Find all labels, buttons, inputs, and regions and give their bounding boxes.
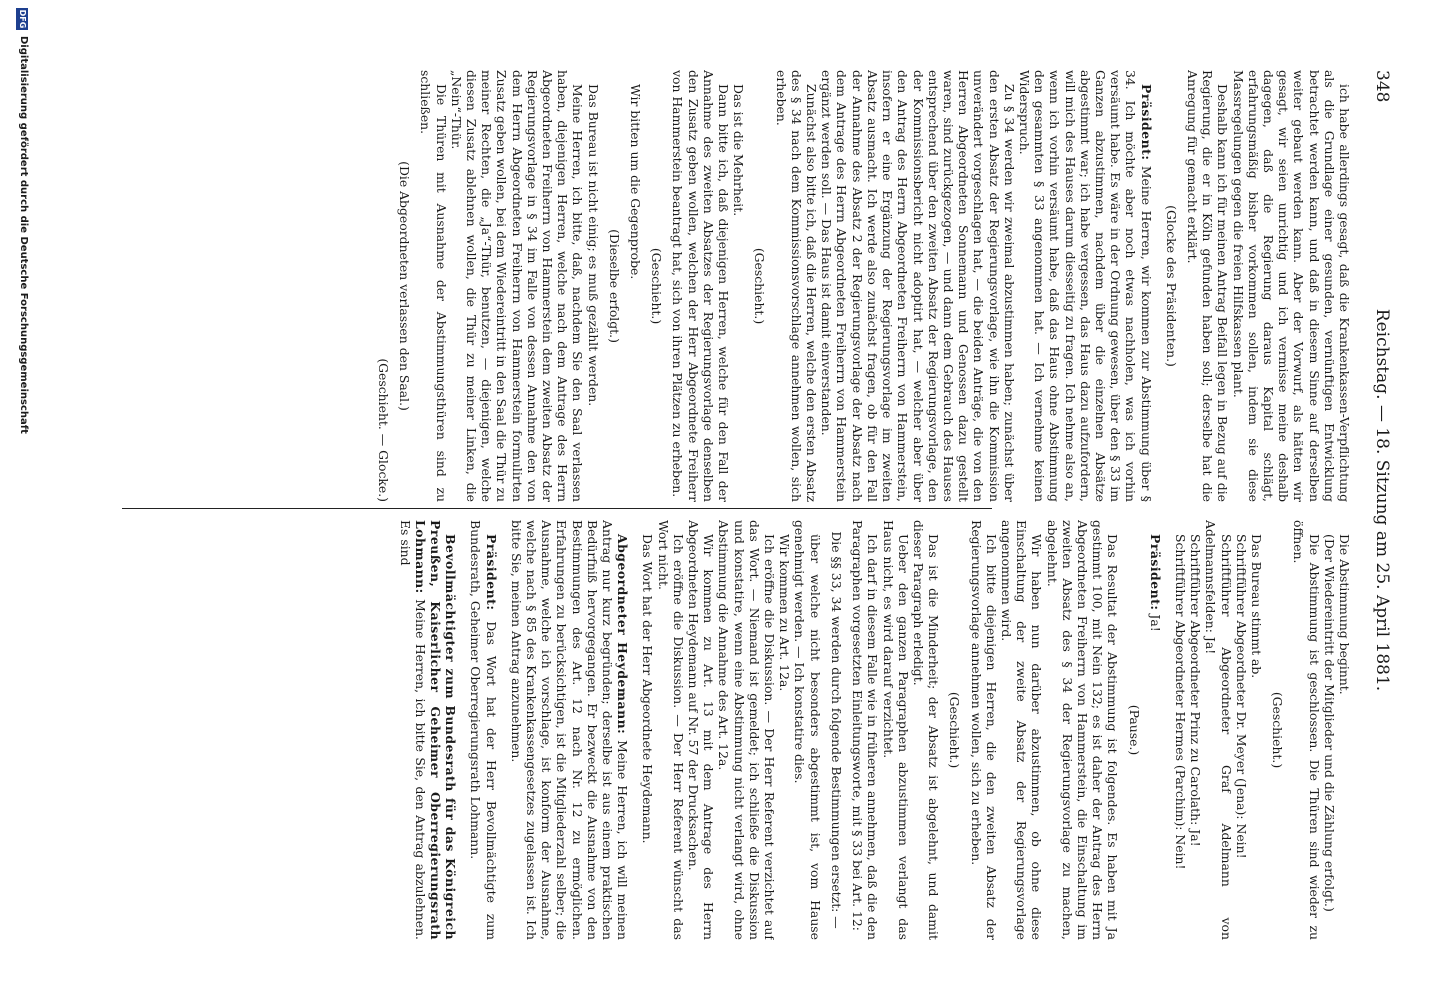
stage-direction: (Geschieht.) [752,247,768,325]
paragraph: Zunächst also bitte ich, daß die Herren, welche den ersten Absatz des § 34 nach dem Kommissionsvorschlage annehmen wollen, sich erheben. [773,70,820,502]
paragraph: (Der Wiedereintritt der Mitglieder und die Zählung erfolgt.) [1321,534,1337,912]
paragraph: Die Abstimmung ist geschlossen. Die Thüren sind wieder zu öffnen. [1291,520,1322,940]
stage-direction: (Geschieht.) [1270,691,1286,769]
stage-direction: (Dieselbe erfolgt.) [606,229,622,343]
speaker-paragraph [1148,520,1163,940]
left-column [92,70,1352,502]
paragraph: Das Bureau ist nicht einig; es muß gezählt werden. [585,84,601,407]
paragraph: Ich bitte diejenigen Herren, die den zweiten Absatz der Regierungsvorlage annehmen wollen, sich zu erheben. [968,520,999,940]
paragraph: Das ist die Minderheit; der Absatz ist abgelehnt, und damit dieser Paragraph erledigt. [910,520,942,940]
paragraph: Deshalb kann ich für meinen Antrag Beifall legen in Bezug auf die Regierung, die er in Köln gefunden haben soll; derselbe hat die Anregung für gemacht erklärt. [1184,70,1231,502]
paragraph: über welche nicht besonders abgestimmt ist, vom Hause genehmigt werden. — Ich konstatire dies. [792,520,823,940]
speaker-name: Bevollmächtigter zum Bundesrath für das Königreich Preußen, Kaiserlicher Geheimer Oberregierungsrath Lohmann: [412,520,459,940]
paragraph: Schriftführer Abgeordneter Graf Adelmann von Adelmannsfelden: Ja! [1203,520,1234,940]
stage-direction: (Geschieht. — Glocke.) [376,358,392,502]
speech-text: Das Wort hat der Herr Bevollmächtigte zum Bundesrath, Geheimer Oberregierungsrath Lohmann. [468,520,499,940]
paragraph: Ich darf in diesem Falle wie in früheren annehmen, daß die den Paragraphen vorgesetzten Einleitungsworte, mit § 33 bei Art. 12: [850,520,881,940]
footer-credit: Digitalisierung gefördert durch die Deutsche Forschungsgemeinschaft [18,36,29,434]
paragraph: Meine Herren, ich bitte, daß, nachdem Sie den Saal verlassen haben, diejenigen Herren, welche nach dem Antrage des Herrn Abgeordneten Freiherrn von Hammerstein dem zweiten Absatz der Regierungsvorlage in § 34 im Falle von dessen Annahme den von dem Herrn Abgeordneten Freiherrn von Hammerstein formulirten Zusatz geben wollen, bei dem Wiedereintritt in den Saal die Thür zu meiner Rechten, die „Ja“-Thür, benutzen, — diejenigen, welche diesen Zusatz ablehnen wollen, die Thür zu meiner Linken, die „Nein“-Thür. [448,70,586,502]
speaker-name: Abgeordneter Heydemann: [615,534,631,735]
paragraph: Schriftführer Abgeordneter Hermes (Parchim): Nein! [1172,534,1188,870]
speech-text: Meine Herren, ich bitte Sie, den Antrag abzulehnen. Es sind [397,520,428,940]
speaker-name: Präsident: [1138,84,1154,161]
paragraph: Das Wort hat der Herr Abgeordnete Heydemann. [640,534,656,844]
stage-direction: Die §§ 33, 34 werden durch folgende Bestimmungen ersetzt: — [828,531,844,929]
speaker-paragraph [468,520,498,940]
paragraph: Ich eröffne die Diskussion. — Der Herr Referent wünscht das Wort nicht. [655,520,686,940]
column-divider [122,508,992,509]
speech-text: Meine Herren, ich will meinen Antrag nur kurz begründen; derselbe ist aus einem praktischen Bedürfniß hervorgegangen. Er bezweckt die Ausnahme von den Bestimmungen des Art. 12 nach Nr. 12 zu ermöglichen. Erfahrungen zu berücksichtigen, ist die Mitgliederzahl selber; die Ausnahme, welche ich vorschlage, ist konform der Ausnahme, welche nach § 85 des Krankenkassengesetzes zugelassen ist. Ich bitte Sie, meinen Antrag anzunehmen. [508,520,631,940]
paragraph: Zu § 34 werden wir zweimal abzustimmen haben; zunächst über den ersten Absatz der Regierungsvorlage, wie ihn die Kommission unverändert vorgeschlagen hat, — die beiden Anträge, die von den Herren Abgeordneten Sonnemann und Genossen dazu gestellt waren, sind zurückgezogen, — und dann dem Gebrauch des Hauses entsprechend über den zweiten Absatz der Regierungsvorlage, den der Kommissionsbericht nicht adoptirt hat, — welcher aber über den Antrag des Herrn Abgeordneten Freiherrn von Hammerstein, insofern er eine Ergänzung der Regierungsvorlage im zweiten Absatz ausmacht. Ich werde also zunächst fragen, ob für den Fall der Annahme des Absatz 2 der Regierungsvorlage der Absatz nach dem Antrage des Herrn Abgeordneten Freiherrn von Hammerstein ergänzt werden soll. — Das Haus ist damit einverstanden. [819,70,1017,502]
paragraph: Das Bureau stimmt ab. [1248,534,1264,679]
speaker-name: Präsident: [483,534,499,611]
stage-direction: (Geschieht.) [947,691,963,769]
dfg-logo-icon: DFG [18,9,27,29]
page-header [1362,70,1392,930]
stage-direction: (Die Abgeordneten verlassen den Saal.) [397,161,413,411]
page-number: 348 [1372,70,1392,103]
paragraph: Schriftführer Abgeordneter Dr. Meyer (Jena): Nein! [1233,534,1249,859]
stage-direction: (Pause.) [1126,704,1142,756]
right-column [92,520,1352,940]
speaker-paragraph [509,520,631,940]
speech-text: Ja! [1147,610,1163,632]
speech-text: Meine Herren, wir kommen zur Abstimmung über § 34. Ich möchte aber noch etwas nachholen, was ich vorhin versäumt habe. Es wäre in der Ordnung gewesen, über den § 33 im Ganzen abzustimmen, nachdem über die einzelnen Absätze abgestimmt war; ich habe vergessen, das Haus dazu aufzufordern, will mich des Hauses darum diesseitig zu fragen. Ich nehme also an, wenn ich vorhin versäumt habe, daß das Haus ohne Abstimmung den gesammten § 33 angenommen hat. — Ich vernehme keinen Widerspruch. [1016,70,1154,502]
paragraph: Wir kommen zu Art. 13 mit dem Antrage des Herrn Abgeordneten Heydemann auf Nr. 57 der Drucksachen. [686,520,717,940]
paragraph: Wir bitten um die Gegenprobe. [628,84,644,280]
paragraph: Die Abstimmung beginnt. [1337,534,1352,695]
paragraph: Das ist die Mehrheit. [731,84,747,217]
paragraph: Dann bitte ich, daß diejenigen Herren, welche für den Fall der Annahme des zweiten Absatzes der Regierungsvorlage denselben den Zusatz geben wollen, welchen der Herr Abgeordnete Freiherr von Hammerstein beantragt hat, sich von ihren Plätzen zu erheben. [670,70,732,502]
speaker-paragraph [1017,70,1154,502]
paragraph: Ueber den ganzen Paragraphen abzustimmen verlangt das Haus nicht, es wird darauf verzichtet. [880,520,911,940]
paragraph: Wir kommen zu Art. 12a. [777,534,793,692]
paragraph: Das Resultat der Abstimmung ist folgendes. Es haben mit Ja gestimmt 100, mit Nein 132; es ist daher der Antrag des Herrn Abgeordneten Freiherrn von Hammerstein, die Einschaltung im zweiten Absatz des § 34 der Regierungsvorlage zu machen, abgelehnt. [1044,520,1121,940]
speaker-paragraph [397,520,458,940]
paragraph: Wir haben nun darüber abzustimmen, ob ohne diese Einschaltung der zweite Absatz der Regierungsvorlage angenommen wird. [998,520,1045,940]
paragraph: ich habe allerdings gesagt, daß die Krankenkassen-Verpflichtung als die Grundlage einer gesunden, vernünftigen Entwicklung betrachtet werden kann, und daß in diesem Sinne auf derselben weiter gebaut werden kann. Aber der Vorwurf, als hätten wir gesagt, wir seien unrichtig und ich vermisse meine deshalb dagegen, daß die Regierung daraus Kapital schlägt, erfahrungsmäßig bisher vorkommen sollen, indem sie diese Massregelungen gegen die freien Hilfskassen plant. [1230,70,1352,502]
footer [12,0,30,1000]
paragraph: Ich eröffne die Diskussion. — Der Herr Referent verzichtet auf das Wort. — Niemand ist gemeldet; ich schließe die Diskussion und konstatire, wenn eine Abstimmung nicht verlangt wird, ohne Abstimmung die Annahme des Art. 12a. [716,520,778,940]
speaker-name: Präsident: [1147,534,1163,611]
stage-direction: (Glocke des Präsidenten.) [1163,205,1179,367]
paragraph: Die Thüren mit Ausnahme der Abstimmungsthüren sind zu schließen. [418,70,449,502]
stage-direction: (Geschieht.) [649,247,665,325]
running-title: Reichstag. — 18. Sitzung am 25. April 1881. [1372,308,1392,692]
paragraph: Schriftführer Abgeordneter Prinz zu Carolath: Ja! [1188,534,1204,847]
